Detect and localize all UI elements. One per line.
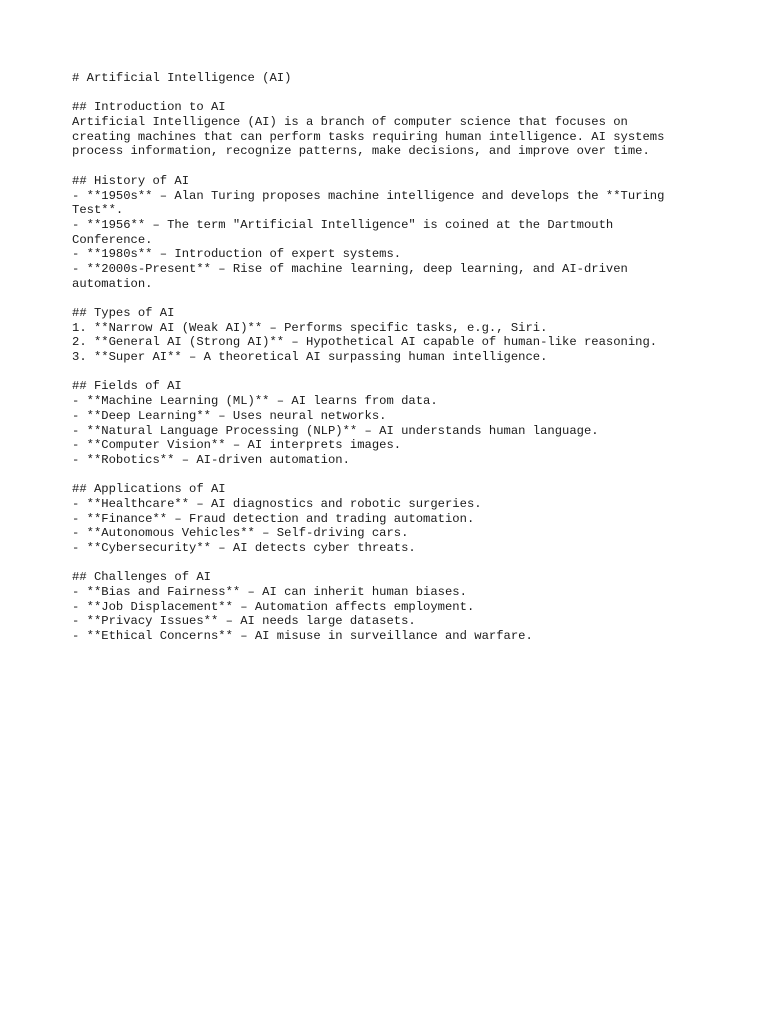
list-item: - **2000s-Present** – Rise of machine learning, deep learning, and AI-driven [72,261,628,276]
section-heading-applications: ## Applications of AI [72,482,226,497]
blank-line [72,159,712,174]
list-item: - **Robotics** – AI-driven automation. [72,452,350,467]
blank-line [72,365,712,380]
section-heading-history: ## History of AI [72,173,190,188]
list-item: - **Computer Vision** – AI interprets images. [72,438,402,453]
list-item: - **1956** – The term "Artificial Intelligence" is coined at the Dartmouth [72,217,614,232]
list-item: 2. **General AI (Strong AI)** – Hypothetical AI capable of human-like reasoning. [72,335,658,350]
paragraph-line: process information, recognize patterns, make decisions, and improve over time. [72,144,650,159]
list-item: 1. **Narrow AI (Weak AI)** – Performs specific tasks, e.g., Siri. [72,320,548,335]
list-item: - **Privacy Issues** – AI needs large datasets. [72,614,416,629]
document-body [72,71,712,644]
paragraph-line: Artificial Intelligence (AI) is a branch of computer science that focuses on [72,115,628,130]
list-item: - **1980s** – Introduction of expert systems. [72,247,402,262]
list-item: - **Autonomous Vehicles** – Self-driving cars. [72,526,409,541]
list-item: - **Finance** – Fraud detection and trading automation. [72,511,475,526]
section-heading-fields: ## Fields of AI [72,379,182,394]
blank-line [72,468,712,483]
section-heading-challenges: ## Challenges of AI [72,570,211,585]
list-item: - **Healthcare** – AI diagnostics and robotic surgeries. [72,496,482,511]
list-item: - **1950s** – Alan Turing proposes machine intelligence and develops the **Turing [72,188,665,203]
blank-line [72,556,712,571]
list-item-continuation: Conference. [72,232,153,247]
list-item: - **Deep Learning** – Uses neural networks. [72,408,387,423]
list-item-continuation: automation. [72,276,153,291]
list-item: - **Natural Language Processing (NLP)** – AI understands human language. [72,423,599,438]
list-item: - **Job Displacement** – Automation affects employment. [72,599,475,614]
list-item: - **Bias and Fairness** – AI can inherit human biases. [72,585,467,600]
section-heading-types: ## Types of AI [72,306,175,320]
list-item: 3. **Super AI** – A theoretical AI surpassing human intelligence. [72,350,548,365]
list-item: - **Machine Learning (ML)** – AI learns from data. [72,394,438,409]
blank-line [72,86,712,101]
list-item: - **Ethical Concerns** – AI misuse in surveillance and warfare. [72,629,533,644]
paragraph-line: creating machines that can perform tasks requiring human intelligence. AI systems [72,129,665,144]
document-title: # Artificial Intelligence (AI) [72,71,292,85]
list-item: - **Cybersecurity** – AI detects cyber threats. [72,541,416,555]
list-item-continuation: Test**. [72,203,124,218]
section-heading-introduction: ## Introduction to AI [72,100,226,115]
blank-line [72,291,712,306]
